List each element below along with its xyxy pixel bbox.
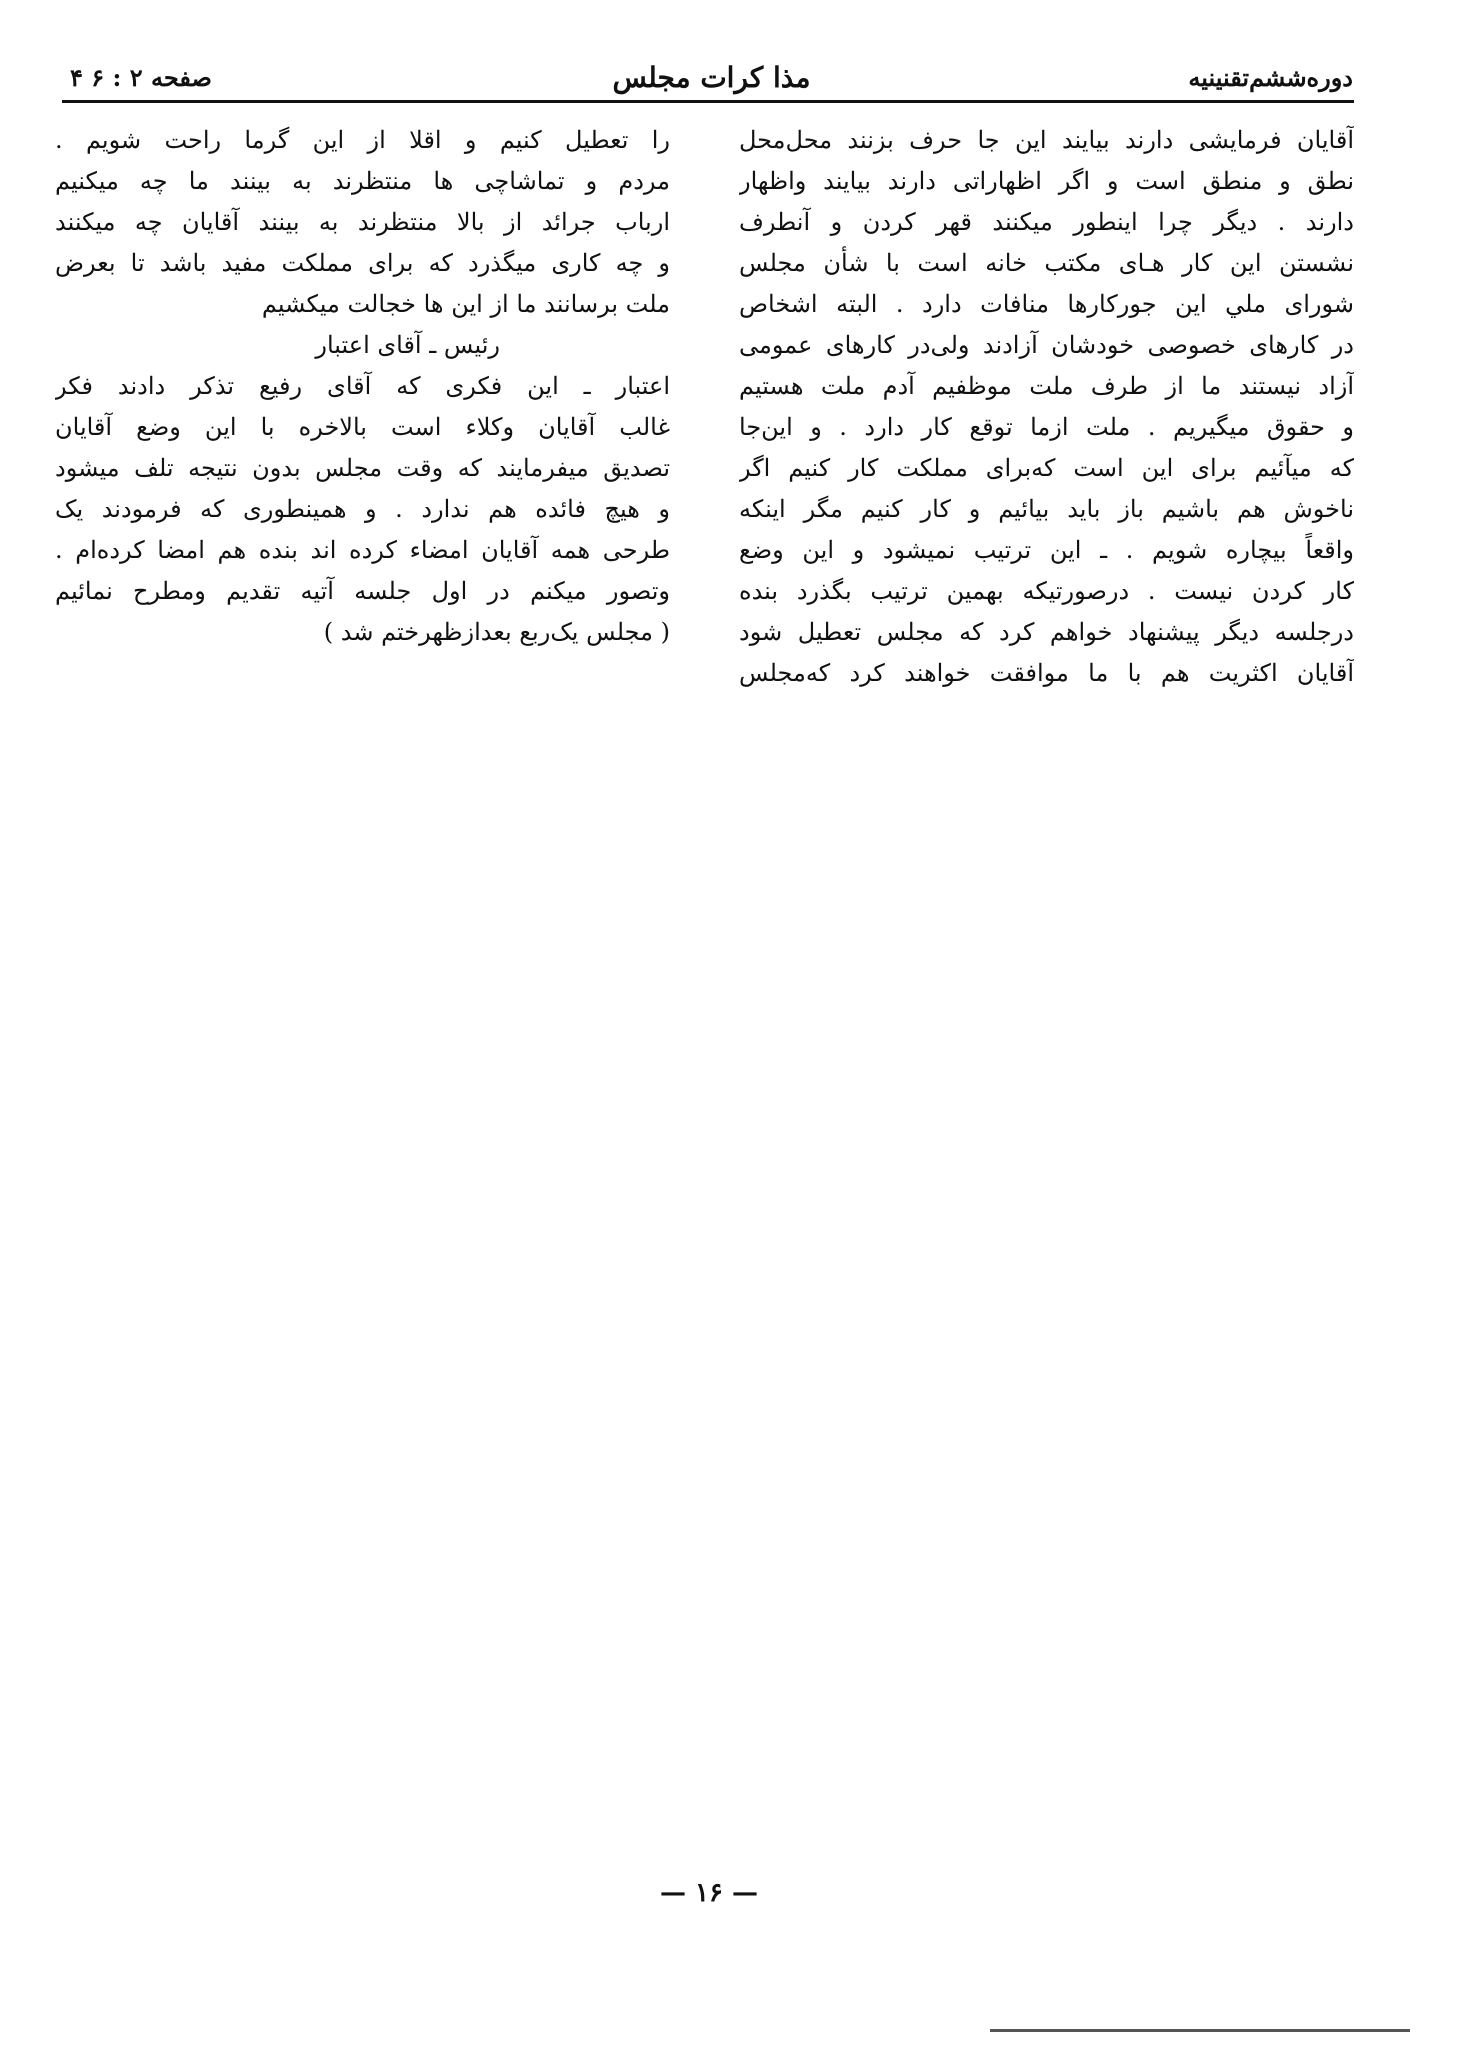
right-column	[739, 120, 1354, 694]
bottom-scan-rule	[990, 2029, 1410, 2032]
text-line: که میآئیم برای این است که‌برای مملکت کار کنیم اگر	[739, 454, 1354, 482]
header-page-reference: صفحه ۲ : ۶ ۴	[70, 63, 212, 92]
text-line: آقایان اکثریت هم با ما موافقت خواهند کرد که‌مجلس	[739, 659, 1354, 687]
text-line: وتصور میکنم در اول جلسه آتیه تقدیم ومطرح نمائیم	[55, 577, 670, 605]
header-session-title: دوره‌ششم‌تقنینیه	[1188, 63, 1353, 92]
text-line: و حقوق میگیریم . ملت ازما توقع کار دارد . و این‌جا	[739, 413, 1354, 441]
session-closing-note: ( مجلس یک‌ربع بعدازظهرختم شد )	[323, 618, 670, 646]
text-line: و هیچ فائده هم ندارد . و همینطوری که فرمودند یک	[55, 495, 670, 523]
right-column-paragraph	[739, 120, 1354, 694]
text-line: کار کردن نیست . درصورتیکه بهمین ترتیب بگذرد بنده	[739, 577, 1354, 605]
left-column-paragraph-2	[55, 366, 670, 612]
page-header	[70, 58, 1353, 98]
text-line: درجلسه دیگر پیشنهاد خواهم کرد که مجلس تعطیل شود	[739, 618, 1354, 646]
text-line: تصدیق میفرمایند که وقت مجلس بدون نتیجه تلف میشود	[55, 454, 670, 482]
text-line: طرحی همه آقایان امضاء کرده اند بنده هم امضا کرده‌ام .	[55, 536, 670, 564]
text-line: آزاد نیستند ما از طرف ملت موظفیم آدم ملت هستیم	[739, 372, 1354, 400]
text-line: مردم و تماشاچی ها منتظرند به بینند ما چه میکنیم	[55, 167, 670, 195]
text-line: و چه کاری میگذرد که برای مملکت مفید باشد تا بعرض	[55, 249, 670, 277]
text-line: ملت برسانند ما از این ها خجالت میکشیم	[261, 290, 670, 318]
text-line: نشستن این کار هـای مکتب خانه است با شأن مجلس	[739, 249, 1354, 277]
left-column	[55, 120, 670, 653]
left-column-paragraph-1	[55, 120, 670, 325]
text-line: را تعطیل کنیم و اقلا از این گرما راحت شویم .	[55, 126, 670, 154]
text-line: شورای ملي این جورکارها منافات دارد . البته اشخاص	[739, 290, 1354, 318]
speaker-line: رئیس ـ آقای اعتبار	[315, 331, 500, 359]
page-number: — ۱۶ —	[659, 1878, 759, 1908]
text-line: غالب آقایان وکلاء است بالاخره با این وضع آقایان	[55, 413, 670, 441]
text-line: نطق و منطق است و اگر اظهاراتی دارند بیایند واظهار	[739, 167, 1354, 195]
text-line: واقعاً بیچاره شویم . ـ این ترتیب نمیشود و این وضع	[739, 536, 1354, 564]
text-line: آقایان فرمایشی دارند بیایند این جا حرف بزنند محل‌محل	[739, 126, 1354, 154]
text-line: در کارهای خصوصی خودشان آزادند ولی‌در کارهای عمومی	[739, 331, 1354, 359]
text-line: ناخوش هم باشیم باز باید بیائیم و کار کنیم مگر اینکه	[739, 495, 1354, 523]
text-line: ارباب جرائد از بالا منتظرند به بینند آقایان چه میکنند	[55, 208, 670, 236]
text-line: اعتبار ـ این فکری که آقای رفیع تذکر دادند فکر	[55, 372, 670, 400]
header-publication-title: مذا کرات مجلس	[612, 61, 811, 94]
text-line: دارند . دیگر چرا اینطور میکنند قهر کردن و آنطرف	[739, 208, 1354, 236]
header-rule	[62, 100, 1354, 103]
